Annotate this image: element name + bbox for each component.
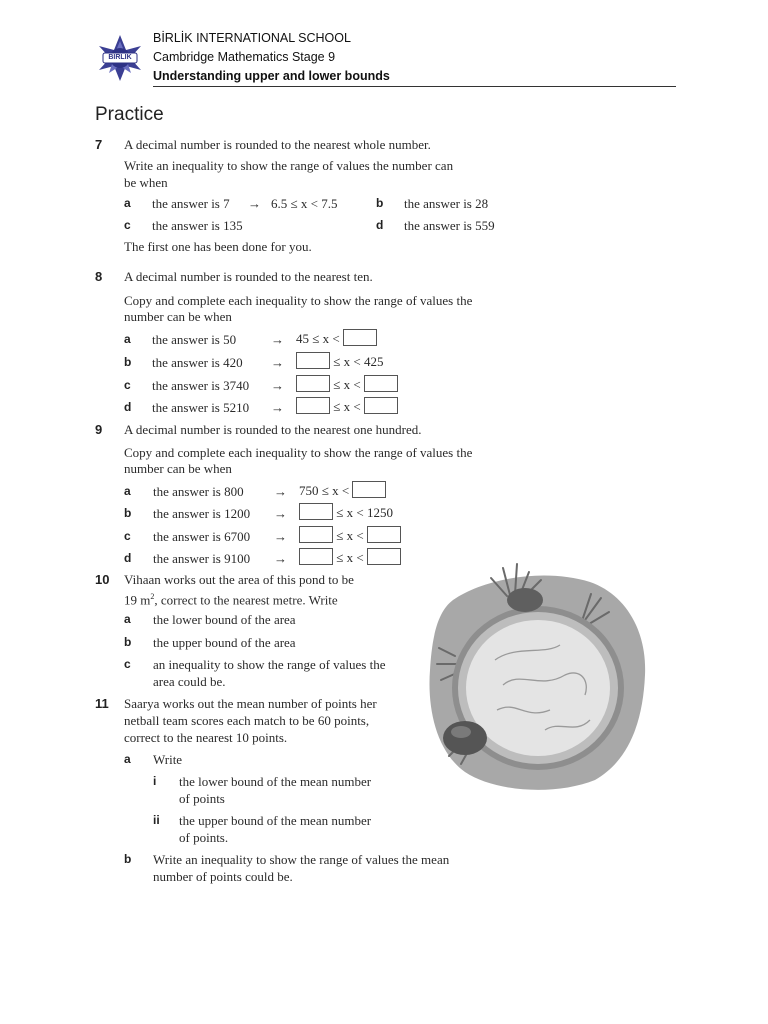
q10a-letter: a [124, 612, 131, 626]
q8d-letter: d [124, 400, 132, 414]
q8a-text: the answer is 50 [152, 332, 237, 347]
q8a-left-text: 45 ≤ x < [296, 331, 340, 346]
q9a-text: the answer is 800 [153, 484, 244, 499]
q8a-inequality [296, 329, 377, 347]
q9c-upper-box[interactable] [367, 526, 401, 543]
q10b-letter: b [124, 635, 132, 649]
q8d-inequality [296, 397, 398, 415]
q11b-letter: b [124, 852, 132, 866]
q11ai-text-line1: the lower bound of the mean number [179, 774, 372, 789]
q7-instruction-line2: be when [124, 175, 168, 190]
q11-stem-line2: netball team scores each match to be 60 points, [124, 713, 370, 728]
q7-instruction-line1: Write an inequality to show the range of values the number can [124, 158, 454, 173]
q8d-text: the answer is 5210 [152, 400, 250, 415]
q7a-letter: a [124, 196, 131, 210]
q10-area-unit-exponent: 2 [150, 592, 155, 601]
q10-stem-rest: , correct to the nearest metre. Write [154, 592, 338, 608]
q9d-upper-box[interactable] [367, 548, 401, 565]
q9d-inequality [299, 548, 401, 566]
q10c-text-line2: area could be. [153, 674, 226, 689]
q8c-letter: c [124, 378, 131, 392]
q10b-text: the upper bound of the area [153, 635, 296, 650]
q10-stem-line1: Vihaan works out the area of this pond to be [124, 572, 354, 587]
q8b-answer-box[interactable] [296, 352, 330, 369]
q8c-lower-box[interactable] [296, 375, 330, 392]
q8c-inequality [296, 375, 398, 393]
q9b-right-text: ≤ x < 1250 [336, 505, 393, 520]
topic-title: Understanding upper and lower bounds [153, 69, 390, 83]
q9c-letter: c [124, 529, 131, 543]
header-rule [153, 86, 676, 87]
section-title: Practice [95, 104, 164, 125]
q7a-text: the answer is 7 [152, 196, 230, 211]
q9-number: 9 [95, 422, 103, 437]
q8d-mid-text: ≤ x < [333, 399, 361, 414]
q9b-arrow: → [274, 506, 287, 521]
q7b-text: the answer is 28 [404, 196, 489, 211]
q8c-mid-text: ≤ x < [333, 377, 361, 392]
q9a-answer-box[interactable] [352, 481, 386, 498]
q8a-arrow: → [271, 332, 284, 347]
pond-illustration [425, 560, 650, 792]
school-name: BİRLİK INTERNATIONAL SCHOOL [153, 31, 351, 45]
q10-number: 10 [95, 572, 110, 587]
q7-number: 7 [95, 137, 103, 152]
q8a-letter: a [124, 332, 131, 346]
q11aii-text-line2: of points. [179, 830, 229, 845]
q11-stem-line1: Saarya works out the mean number of points her [124, 696, 377, 711]
q8a-answer-box[interactable] [343, 329, 377, 346]
q9c-inequality [299, 526, 401, 544]
q9d-letter: d [124, 551, 132, 565]
q11b-text-line1: Write an inequality to show the range of values the mean [153, 852, 450, 867]
q8d-lower-box[interactable] [296, 397, 330, 414]
q9b-text: the answer is 1200 [153, 506, 251, 521]
q7d-letter: d [376, 218, 384, 232]
q7b-letter: b [376, 196, 384, 210]
q8c-text: the answer is 3740 [152, 378, 250, 393]
q7c-letter: c [124, 218, 131, 232]
q9-instruction-line1: Copy and complete each inequality to show the range of values the [124, 445, 473, 460]
q9a-inequality [299, 481, 386, 499]
q9b-answer-box[interactable] [299, 503, 333, 520]
q8b-right-text: ≤ x < 425 [333, 354, 384, 369]
q8c-arrow: → [271, 378, 284, 393]
q9d-mid-text: ≤ x < [336, 550, 364, 565]
school-logo [96, 33, 144, 83]
q11a-text: Write [153, 752, 183, 767]
q11ai-text-line2: of points [179, 791, 225, 806]
q11aii-numeral: ii [153, 813, 160, 827]
q8b-letter: b [124, 355, 132, 369]
q7d-text: the answer is 559 [404, 218, 495, 233]
q8-instruction-line2: number can be when [124, 309, 232, 324]
q7c-text: the answer is 135 [152, 218, 243, 233]
q11-stem-line3: correct to the nearest 10 points. [124, 730, 288, 745]
q8d-arrow: → [271, 400, 284, 415]
q10c-letter: c [124, 657, 131, 671]
q9-stem: A decimal number is rounded to the nearest one hundred. [124, 422, 422, 437]
q9d-lower-box[interactable] [299, 548, 333, 565]
q8b-arrow: → [271, 355, 284, 370]
q10-stem-line2 [124, 588, 338, 608]
q8-instruction-line1: Copy and complete each inequality to show the range of values the [124, 293, 473, 308]
pond-image [425, 560, 650, 792]
q9b-letter: b [124, 506, 132, 520]
q8b-text: the answer is 420 [152, 355, 243, 370]
q9c-mid-text: ≤ x < [336, 528, 364, 543]
q11a-letter: a [124, 752, 131, 766]
q11b-text-line2: number of points could be. [153, 869, 293, 884]
q10a-text: the lower bound of the area [153, 612, 296, 627]
q9a-left-text: 750 ≤ x < [299, 483, 350, 498]
q7a-answer: 6.5 ≤ x < 7.5 [271, 196, 338, 211]
q9a-arrow: → [274, 484, 287, 499]
q7-note: The first one has been done for you. [124, 239, 312, 254]
q8b-inequality [296, 352, 383, 370]
q11aii-text-line1: the upper bound of the mean number [179, 813, 372, 828]
q8-number: 8 [95, 269, 103, 284]
course-name: Cambridge Mathematics Stage 9 [153, 50, 336, 64]
q8-stem: A decimal number is rounded to the nearest ten. [124, 269, 373, 284]
q7a-arrow: → [248, 196, 261, 211]
q9a-letter: a [124, 484, 131, 498]
q11ai-numeral: i [153, 774, 157, 788]
q8c-upper-box[interactable] [364, 375, 398, 392]
q9c-text: the answer is 6700 [153, 529, 251, 544]
q9b-inequality [299, 503, 393, 521]
q9c-lower-box[interactable] [299, 526, 333, 543]
q9d-arrow: → [274, 551, 287, 566]
q10c-text-line1: an inequality to show the range of values the [153, 657, 386, 672]
q9c-arrow: → [274, 529, 287, 544]
q8d-upper-box[interactable] [364, 397, 398, 414]
q7-stem: A decimal number is rounded to the nearest whole number. [124, 137, 431, 152]
logo-text: BİRLİK [108, 54, 132, 61]
q9-instruction-line2: number can be when [124, 461, 232, 476]
q10-area-value: 19 m [124, 592, 151, 608]
q9d-text: the answer is 9100 [153, 551, 251, 566]
q11-number: 11 [95, 696, 109, 711]
